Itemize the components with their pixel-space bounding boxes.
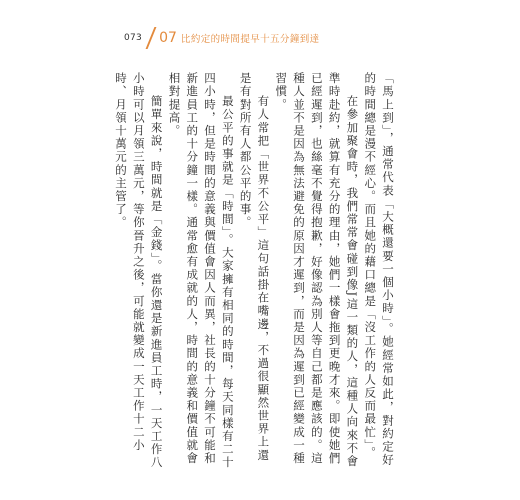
paragraph-2: 在參加聚會時，我們常常會碰到像J這一類的人，這種人向來不會準時赴約，就算有充分的理由，她們一樣會拖到更晚才來。即使她們已經遲到，也絲毫不覺得抱歉，好像認為別人等自己都是應該的。這種人並不是因為無法避免的原因才遲到，而是因為遲到已經變成一種習慣。	[274, 72, 360, 469]
chapter-number: 07	[159, 30, 177, 46]
header-slash-divider	[146, 27, 157, 49]
paragraph-1: 「馬上到」，通常代表「大概還要一個小時」。她經常如此，對約定好的時間總是漫不經心。而且她的藉口總是「沒工作的人反而最忙」。	[363, 72, 395, 467]
chapter-title: 比約定的時間提早十五分鐘到達	[180, 34, 320, 45]
paragraph-4: 最公平的事就是「時間」。大家擁有相同的時間，每天同樣有二十四小時，但是時間的意義與價值會因人而異，社長的十分鐘不可能和新進員工的十分鐘一樣。通常愈有成就的人，時間的意義和價值就會相對提高。	[167, 72, 235, 470]
paragraph-3: 有人常把「世界不公平」這句話掛在嘴邊，不過很顯然世界上還是有對所有人都公平的事。	[238, 72, 271, 462]
vertical-body-text	[111, 72, 396, 472]
paragraph-5: 簡單來說，時間就是「金錢」。當你還是新進員工時，一天工作八小時可以月領三萬元，等你晉升之後，可能就變成一天工作十二小時、月領十萬元的主管了。	[114, 72, 164, 470]
page-header	[124, 26, 320, 50]
page-number: 073	[124, 33, 143, 43]
